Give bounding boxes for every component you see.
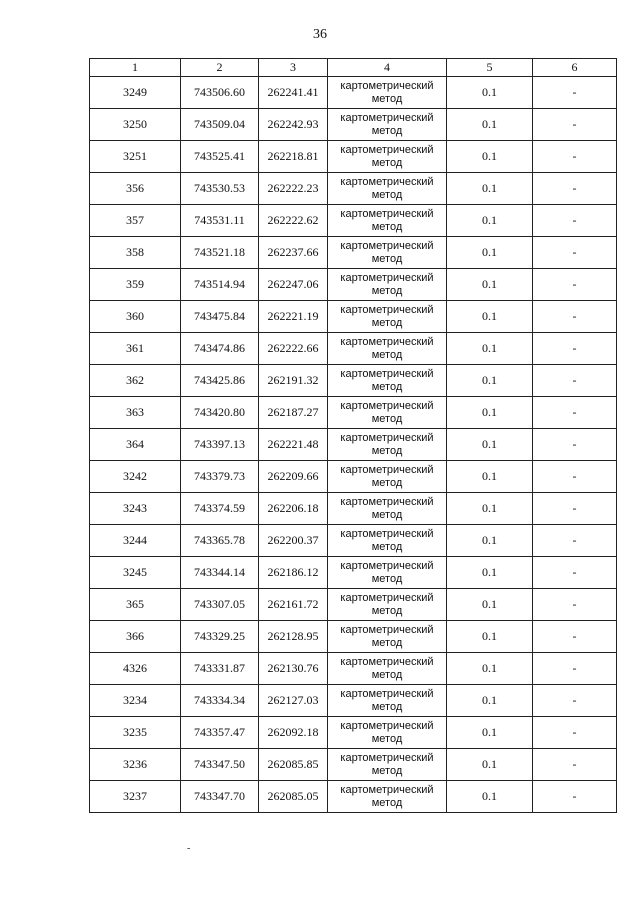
point-number-cell: 4326 — [90, 653, 181, 685]
method-cell — [328, 173, 447, 205]
y-coordinate-cell: 262237.66 — [259, 237, 328, 269]
y-coordinate-cell: 262085.85 — [259, 749, 328, 781]
note-cell: - — [533, 109, 617, 141]
method-line-2: метод — [371, 572, 403, 585]
method-line-2: метод — [371, 604, 403, 617]
method-line-2: метод — [371, 764, 403, 777]
point-number-cell: 356 — [90, 173, 181, 205]
x-coordinate-cell: 743344.14 — [181, 557, 259, 589]
table-row — [90, 717, 617, 749]
method-line-2: метод — [371, 732, 403, 745]
accuracy-cell: 0.1 — [447, 365, 533, 397]
method-line-2: метод — [371, 92, 403, 105]
y-coordinate-cell: 262209.66 — [259, 461, 328, 493]
table-body — [90, 77, 617, 813]
method-line-2: метод — [371, 156, 403, 169]
page-number: 36 — [313, 27, 327, 42]
method-line-1: картометрический — [340, 399, 434, 412]
note-cell: - — [533, 333, 617, 365]
note-cell: - — [533, 205, 617, 237]
note-cell: - — [533, 557, 617, 589]
y-coordinate-cell: 262186.12 — [259, 557, 328, 589]
table-row — [90, 301, 617, 333]
table-row — [90, 173, 617, 205]
point-number-cell: 3251 — [90, 141, 181, 173]
table-row — [90, 237, 617, 269]
y-coordinate-cell: 262221.48 — [259, 429, 328, 461]
accuracy-cell: 0.1 — [447, 77, 533, 109]
y-coordinate-cell: 262128.95 — [259, 621, 328, 653]
accuracy-cell: 0.1 — [447, 301, 533, 333]
method-line-1: картометрический — [340, 687, 434, 700]
note-cell: - — [533, 493, 617, 525]
x-coordinate-cell: 743525.41 — [181, 141, 259, 173]
method-cell — [328, 557, 447, 589]
method-cell — [328, 141, 447, 173]
note-cell: - — [533, 237, 617, 269]
table-row — [90, 621, 617, 653]
y-coordinate-cell: 262191.32 — [259, 365, 328, 397]
method-cell — [328, 685, 447, 717]
method-cell — [328, 525, 447, 557]
method-line-2: метод — [371, 444, 403, 457]
method-line-1: картометрический — [340, 591, 434, 604]
column-header: 4 — [328, 59, 447, 77]
method-cell — [328, 621, 447, 653]
note-cell: - — [533, 141, 617, 173]
note-cell: - — [533, 269, 617, 301]
y-coordinate-cell: 262221.19 — [259, 301, 328, 333]
point-number-cell: 3235 — [90, 717, 181, 749]
y-coordinate-cell: 262187.27 — [259, 397, 328, 429]
point-number-cell: 3242 — [90, 461, 181, 493]
point-number-cell: 3243 — [90, 493, 181, 525]
note-cell: - — [533, 461, 617, 493]
method-line-2: метод — [371, 636, 403, 649]
table-row — [90, 685, 617, 717]
accuracy-cell: 0.1 — [447, 429, 533, 461]
x-coordinate-cell: 743531.11 — [181, 205, 259, 237]
note-cell: - — [533, 781, 617, 813]
x-coordinate-cell: 743521.18 — [181, 237, 259, 269]
point-number-cell: 3236 — [90, 749, 181, 781]
method-cell — [328, 365, 447, 397]
y-coordinate-cell: 262130.76 — [259, 653, 328, 685]
table-row — [90, 781, 617, 813]
note-cell: - — [533, 525, 617, 557]
method-line-1: картометрический — [340, 143, 434, 156]
column-header: 3 — [259, 59, 328, 77]
x-coordinate-cell: 743425.86 — [181, 365, 259, 397]
accuracy-cell: 0.1 — [447, 717, 533, 749]
method-line-2: метод — [371, 220, 403, 233]
point-number-cell: 366 — [90, 621, 181, 653]
point-number-cell: 3237 — [90, 781, 181, 813]
method-cell — [328, 781, 447, 813]
x-coordinate-cell: 743530.53 — [181, 173, 259, 205]
y-coordinate-cell: 262222.66 — [259, 333, 328, 365]
method-line-2: метод — [371, 700, 403, 713]
x-coordinate-cell: 743374.59 — [181, 493, 259, 525]
y-coordinate-cell: 262222.62 — [259, 205, 328, 237]
method-cell — [328, 493, 447, 525]
point-number-cell: 3250 — [90, 109, 181, 141]
method-line-2: метод — [371, 380, 403, 393]
point-number-cell: 3234 — [90, 685, 181, 717]
note-cell: - — [533, 589, 617, 621]
method-line-2: метод — [371, 348, 403, 361]
method-line-1: картометрический — [340, 335, 434, 348]
accuracy-cell: 0.1 — [447, 109, 533, 141]
table-row — [90, 77, 617, 109]
method-line-2: метод — [371, 508, 403, 521]
accuracy-cell: 0.1 — [447, 205, 533, 237]
accuracy-cell: 0.1 — [447, 749, 533, 781]
note-cell: - — [533, 685, 617, 717]
x-coordinate-cell: 743329.25 — [181, 621, 259, 653]
note-cell: - — [533, 717, 617, 749]
table-row — [90, 589, 617, 621]
method-cell — [328, 461, 447, 493]
method-line-1: картометрический — [340, 719, 434, 732]
table-row — [90, 333, 617, 365]
note-cell: - — [533, 653, 617, 685]
method-cell — [328, 333, 447, 365]
method-line-2: метод — [371, 252, 403, 265]
x-coordinate-cell: 743357.47 — [181, 717, 259, 749]
accuracy-cell: 0.1 — [447, 461, 533, 493]
method-line-1: картометрический — [340, 79, 434, 92]
point-number-cell: 360 — [90, 301, 181, 333]
method-line-2: метод — [371, 476, 403, 489]
y-coordinate-cell: 262222.23 — [259, 173, 328, 205]
column-header: 5 — [447, 59, 533, 77]
table-row — [90, 397, 617, 429]
accuracy-cell: 0.1 — [447, 621, 533, 653]
table-row — [90, 493, 617, 525]
table-header-row — [90, 59, 617, 77]
method-cell — [328, 653, 447, 685]
y-coordinate-cell: 262161.72 — [259, 589, 328, 621]
x-coordinate-cell: 743475.84 — [181, 301, 259, 333]
method-line-1: картометрический — [340, 271, 434, 284]
point-number-cell: 359 — [90, 269, 181, 301]
stray-mark: - — [187, 843, 191, 854]
method-line-2: метод — [371, 668, 403, 681]
method-line-1: картометрический — [340, 207, 434, 220]
accuracy-cell: 0.1 — [447, 685, 533, 717]
accuracy-cell: 0.1 — [447, 237, 533, 269]
accuracy-cell: 0.1 — [447, 173, 533, 205]
note-cell: - — [533, 301, 617, 333]
method-line-1: картометрический — [340, 623, 434, 636]
table-row — [90, 109, 617, 141]
method-line-1: картометрический — [340, 239, 434, 252]
y-coordinate-cell: 262092.18 — [259, 717, 328, 749]
point-number-cell: 364 — [90, 429, 181, 461]
note-cell: - — [533, 173, 617, 205]
method-cell — [328, 717, 447, 749]
method-line-1: картометрический — [340, 751, 434, 764]
method-line-1: картометрический — [340, 495, 434, 508]
method-line-1: картометрический — [340, 111, 434, 124]
accuracy-cell: 0.1 — [447, 141, 533, 173]
method-cell — [328, 429, 447, 461]
method-cell — [328, 589, 447, 621]
note-cell: - — [533, 621, 617, 653]
method-cell — [328, 397, 447, 429]
method-line-1: картометрический — [340, 655, 434, 668]
point-number-cell: 3244 — [90, 525, 181, 557]
method-line-1: картометрический — [340, 367, 434, 380]
y-coordinate-cell: 262218.81 — [259, 141, 328, 173]
note-cell: - — [533, 749, 617, 781]
point-number-cell: 3249 — [90, 77, 181, 109]
y-coordinate-cell: 262241.41 — [259, 77, 328, 109]
method-line-2: метод — [371, 188, 403, 201]
accuracy-cell: 0.1 — [447, 557, 533, 589]
y-coordinate-cell: 262242.93 — [259, 109, 328, 141]
method-line-2: метод — [371, 316, 403, 329]
point-number-cell: 362 — [90, 365, 181, 397]
coordinates-table — [89, 58, 617, 813]
x-coordinate-cell: 743379.73 — [181, 461, 259, 493]
method-cell — [328, 749, 447, 781]
x-coordinate-cell: 743365.78 — [181, 525, 259, 557]
accuracy-cell: 0.1 — [447, 781, 533, 813]
method-cell — [328, 77, 447, 109]
y-coordinate-cell: 262247.06 — [259, 269, 328, 301]
note-cell: - — [533, 77, 617, 109]
method-line-1: картометрический — [340, 559, 434, 572]
table-row — [90, 365, 617, 397]
point-number-cell: 361 — [90, 333, 181, 365]
x-coordinate-cell: 743347.50 — [181, 749, 259, 781]
accuracy-cell: 0.1 — [447, 525, 533, 557]
y-coordinate-cell: 262085.05 — [259, 781, 328, 813]
x-coordinate-cell: 743509.04 — [181, 109, 259, 141]
method-cell — [328, 237, 447, 269]
method-cell — [328, 109, 447, 141]
method-line-1: картометрический — [340, 431, 434, 444]
method-line-2: метод — [371, 796, 403, 809]
column-header: 1 — [90, 59, 181, 77]
method-line-1: картометрический — [340, 175, 434, 188]
method-line-2: метод — [371, 412, 403, 425]
y-coordinate-cell: 262206.18 — [259, 493, 328, 525]
x-coordinate-cell: 743307.05 — [181, 589, 259, 621]
table-row — [90, 429, 617, 461]
table-row — [90, 269, 617, 301]
method-line-1: картометрический — [340, 303, 434, 316]
method-line-2: метод — [371, 540, 403, 553]
accuracy-cell: 0.1 — [447, 397, 533, 429]
table-row — [90, 557, 617, 589]
note-cell: - — [533, 365, 617, 397]
table-row — [90, 525, 617, 557]
x-coordinate-cell: 743331.87 — [181, 653, 259, 685]
accuracy-cell: 0.1 — [447, 493, 533, 525]
column-header: 6 — [533, 59, 617, 77]
method-line-1: картометрический — [340, 463, 434, 476]
table-row — [90, 749, 617, 781]
accuracy-cell: 0.1 — [447, 589, 533, 621]
accuracy-cell: 0.1 — [447, 269, 533, 301]
y-coordinate-cell: 262127.03 — [259, 685, 328, 717]
x-coordinate-cell: 743397.13 — [181, 429, 259, 461]
x-coordinate-cell: 743420.80 — [181, 397, 259, 429]
accuracy-cell: 0.1 — [447, 653, 533, 685]
point-number-cell: 3245 — [90, 557, 181, 589]
y-coordinate-cell: 262200.37 — [259, 525, 328, 557]
x-coordinate-cell: 743334.34 — [181, 685, 259, 717]
method-cell — [328, 269, 447, 301]
x-coordinate-cell: 743474.86 — [181, 333, 259, 365]
point-number-cell: 358 — [90, 237, 181, 269]
method-line-1: картометрический — [340, 783, 434, 796]
method-cell — [328, 301, 447, 333]
x-coordinate-cell: 743347.70 — [181, 781, 259, 813]
method-cell — [328, 205, 447, 237]
column-header: 2 — [181, 59, 259, 77]
table-row — [90, 653, 617, 685]
point-number-cell: 357 — [90, 205, 181, 237]
table-row — [90, 141, 617, 173]
note-cell: - — [533, 397, 617, 429]
table-row — [90, 461, 617, 493]
accuracy-cell: 0.1 — [447, 333, 533, 365]
method-line-2: метод — [371, 124, 403, 137]
method-line-1: картометрический — [340, 527, 434, 540]
x-coordinate-cell: 743514.94 — [181, 269, 259, 301]
point-number-cell: 363 — [90, 397, 181, 429]
table-row — [90, 205, 617, 237]
point-number-cell: 365 — [90, 589, 181, 621]
note-cell: - — [533, 429, 617, 461]
method-line-2: метод — [371, 284, 403, 297]
x-coordinate-cell: 743506.60 — [181, 77, 259, 109]
